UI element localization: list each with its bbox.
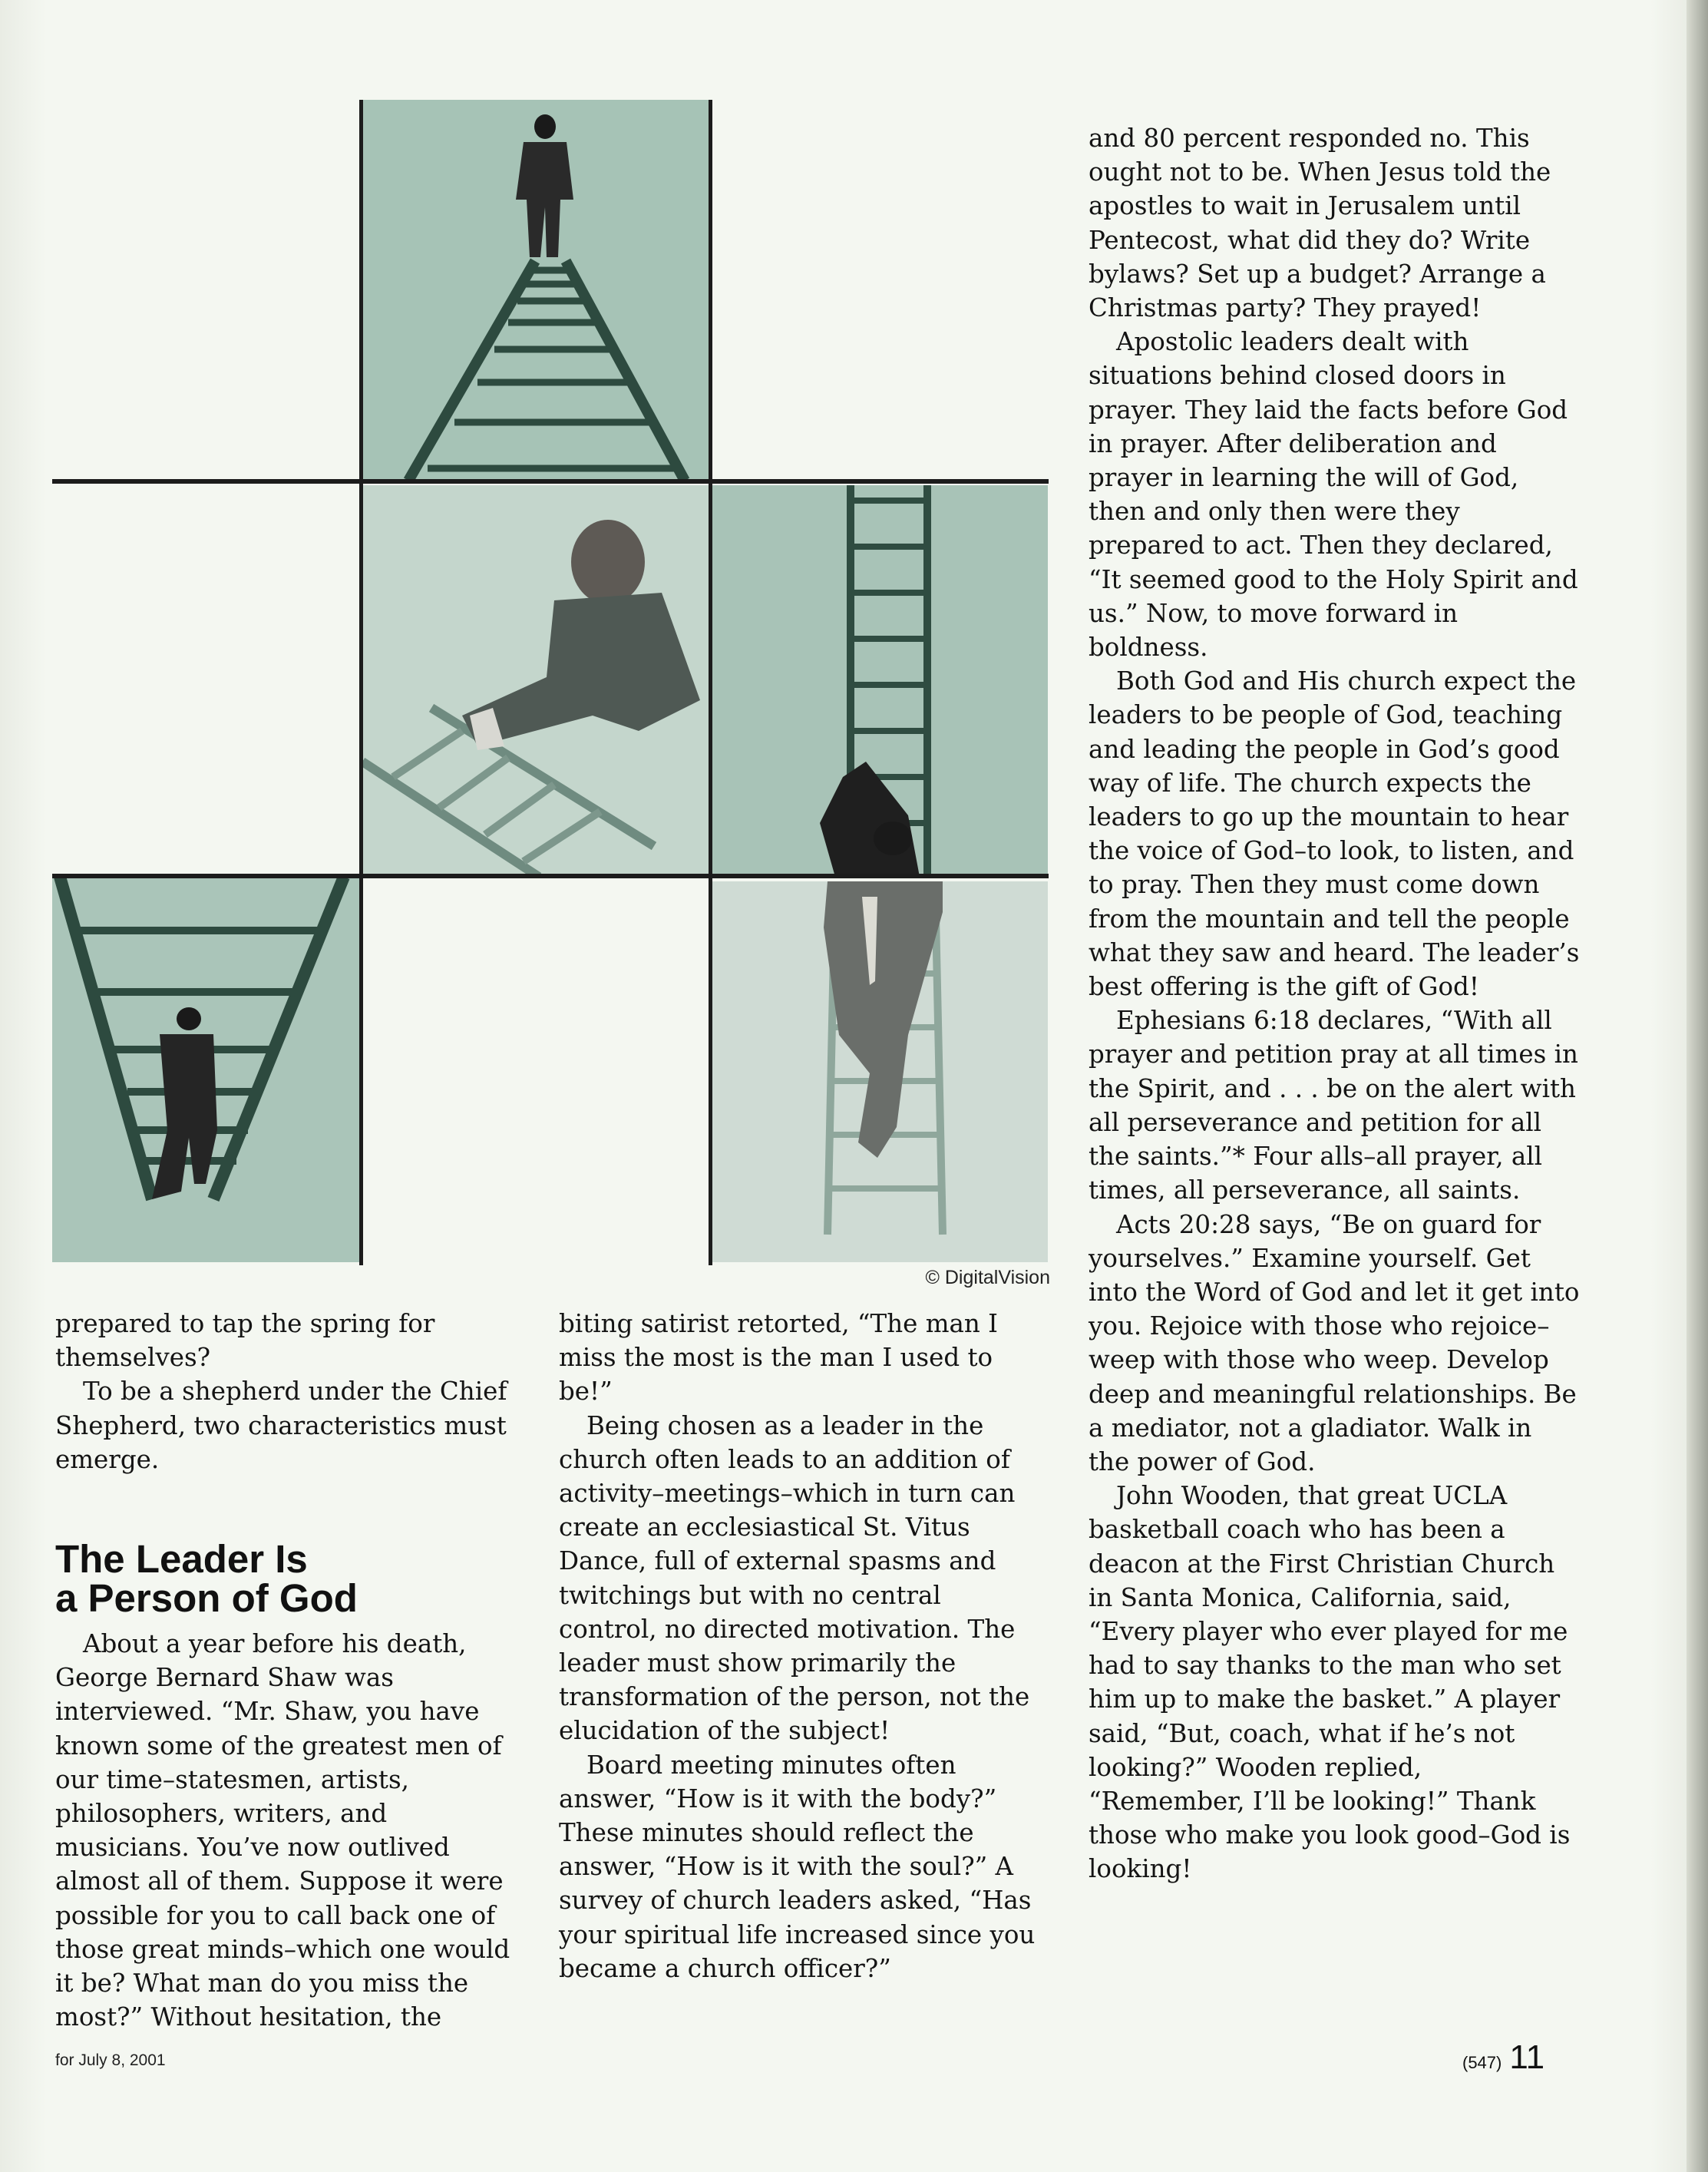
issue-date: for July 8, 2001 <box>55 2051 166 2069</box>
page-edge-shadow <box>1687 0 1708 2172</box>
photo-middle-man-climbing <box>362 485 709 877</box>
photo-bottom-left-ladder <box>52 877 361 1262</box>
paragraph: Both God and His church expect the leaders to be people of God, teaching and leading the people in God’s good way of life. The church expects the leaders to go up the mountain to hear the voice of God–to look, to listen, and to pray. Then they must come down from the mountain and tell the people what they saw and heard. The leader’s best offering is the gift of God! <box>1089 666 1580 1002</box>
page-number: 11 <box>1509 2038 1545 2076</box>
page-reference: (547) <box>1462 2053 1502 2072</box>
grid-line-h1 <box>52 479 1049 484</box>
photo-top-ladder-man-standing <box>362 100 709 481</box>
grid-line-v1 <box>359 100 363 1265</box>
grid-line-v2 <box>709 100 712 1265</box>
column-2 <box>559 1307 1042 1985</box>
paragraph: About a year before his death, George Bernard Shaw was interviewed. “Mr. Shaw, you have known some of the greatest men of our time–statesmen, artists, philosophers, writers, and musicians. You’ve now outlived almost all of them. Suppose it were possible for you to call back one of those great minds–which one would it be? What man do you miss the most?” Without hesitation, the <box>55 1629 510 2032</box>
photo-credit: © DigitalVision <box>925 1267 1050 1288</box>
paragraph: prepared to tap the spring for themselves? <box>55 1309 435 1373</box>
paragraph: To be a shepherd under the Chief Shepherd, two characteristics must emerge. <box>55 1377 507 1474</box>
paragraph: Ephesians 6:18 declares, “With all prayer and petition pray at all times in the Spirit, and . . . be on the alert with all perseverance and petition for all the saints.”* Four alls–all prayer, all times, all perseverance, all saints. <box>1089 1006 1578 1205</box>
section-heading: The Leader Is a Person of God <box>55 1537 358 1621</box>
photo-bottom-right-man-on-ladder <box>712 881 1048 1262</box>
page-number-block <box>1462 2038 1544 2077</box>
paragraph: Board meeting minutes often answer, “How is it with the body?” These minutes should reflect the answer, “How is it with the soul?” A survey of church leaders asked, “Has your spiritual life increased since you became a church officer?” <box>559 1750 1036 1983</box>
photo-right-vertical-ladder <box>712 485 1048 877</box>
paragraph: and 80 percent responded no. This ought not to be. When Jesus told the apostles to wait in Jerusalem until Pentecost, what did they do? Write bylaws? Set up a budget? Arrange a Christmas party? They prayed! <box>1089 124 1551 323</box>
paragraph: Acts 20:28 says, “Be on guard for yourselves.” Examine yourself. Get into the Word of God and let it get into you. Rejoice with those who rejoice–weep with those who weep. Develop deep and meaningful relationships. Be a mediator, not a gladiator. Walk in the power of God. <box>1089 1209 1580 1476</box>
paragraph: biting satirist retorted, “The man I miss the most is the man I used to be!” <box>559 1309 999 1407</box>
grid-line-h2 <box>52 874 1049 878</box>
paragraph: Being chosen as a leader in the church often leads to an addition of activity–meetings–which in turn can create an ecclesiastical St. Vitus Dance, full of external spasms and twitchings but with no central control, no directed motivation. The leader must show primarily the transformation of the person, not the elucidation of the subject! <box>559 1410 1030 1746</box>
paragraph: Apostolic leaders dealt with situations behind closed doors in prayer. They laid the facts before God in prayer. After deliberation and prayer in learning the will of God, then and only then were they prepared to act. Then they declared, “It seemed good to the Holy Spirit and us.” Now, to move forward in boldness. <box>1089 327 1578 663</box>
column-3 <box>1089 121 1580 1886</box>
paragraph: John Wooden, that great UCLA basketball coach who has been a deacon at the First Christian Church in Santa Monica, California, said, “Every player who ever played for me had to say thanks to the man who set him up to make the basket.” A player said, “But, coach, what if he’s not looking?” Wooden replied, “Remember, I’ll be looking!” Thank those who make you look good–God is looking! <box>1089 1481 1571 1884</box>
column-1 <box>55 1307 516 2034</box>
